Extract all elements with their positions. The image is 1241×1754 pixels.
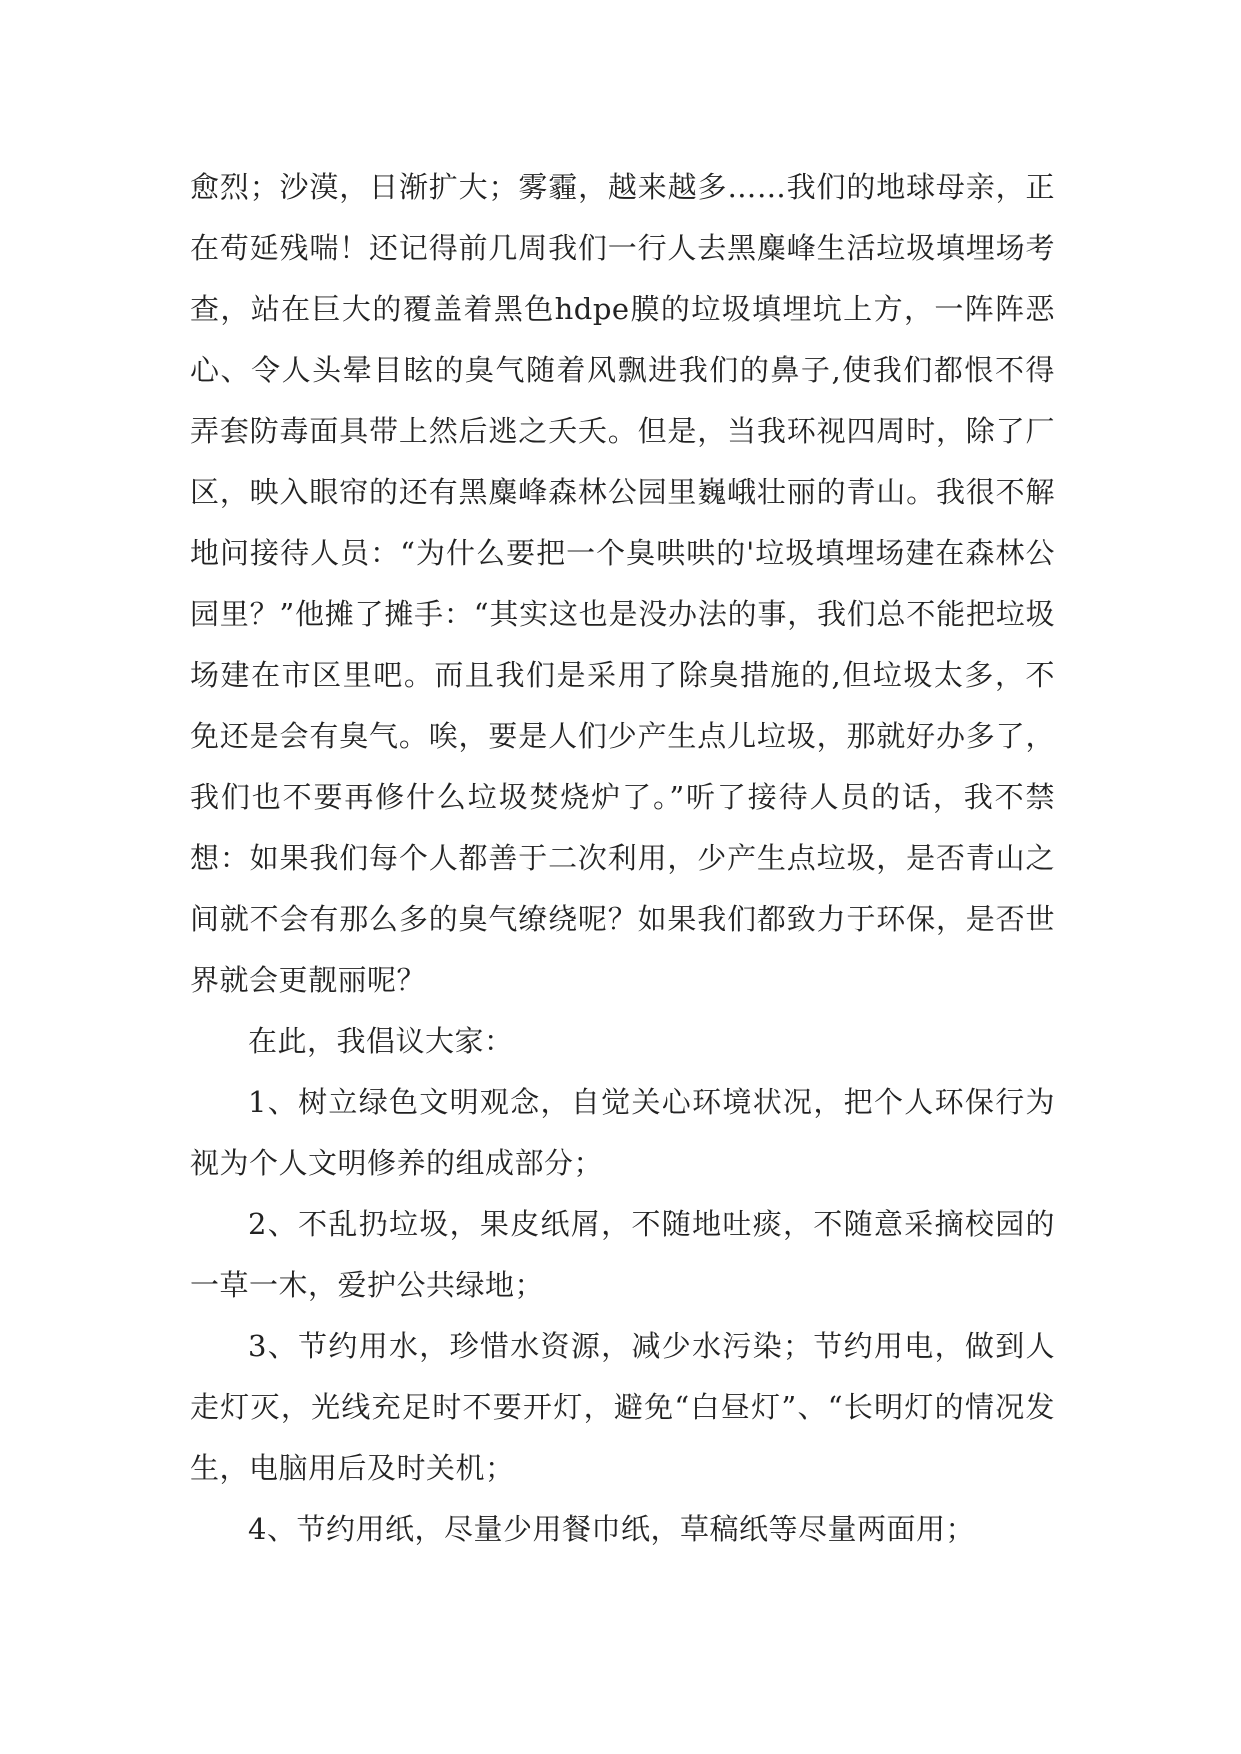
paragraph-proposal-1: 1、树立绿色文明观念，自觉关心环境状况，把个人环保行为视为个人文明修养的组成部分； <box>190 1085 1055 1180</box>
document-body <box>190 157 1055 1560</box>
paragraph-proposal-4: 4、节约用纸，尽量少用餐巾纸，草稿纸等尽量两面用； <box>248 1512 975 1546</box>
paragraph-proposal-3: 3、节约用水，珍惜水资源，减少水污染；节约用电，做到人走灯灭，光线充足时不要开灯，避免“白昼灯”、“长明灯的情况发生，电脑用后及时关机； <box>190 1329 1055 1485</box>
paragraph-proposal-intro: 在此，我倡议大家： <box>248 1024 514 1058</box>
paragraph-story: 愈烈；沙漠，日渐扩大；雾霾，越来越多……我们的地球母亲，正在苟延残喘！还记得前几周我们一行人去黑麋峰生活垃圾填埋场考查，站在巨大的覆盖着黑色hdpe膜的垃圾填埋坑上方，一阵阵恶心、令人头晕目眩的臭气随着风飘进我们的鼻子,使我们都恨不得弄套防毒面具带上然后逃之夭夭。但是，当我环视四周时，除了厂区，映入眼帘的还有黑麋峰森林公园里巍峨壮丽的青山。我很不解地问接待人员：“为什么要把一个臭哄哄的'垃圾填埋场建在森林公园里？”他摊了摊手：“其实这也是没办法的事，我们总不能把垃圾场建在市区里吧。而且我们是采用了除臭措施的,但垃圾太多，不免还是会有臭气。唉，要是人们少产生点儿垃圾，那就好办多了，我们也不要再修什么垃圾焚烧炉了。”听了接待人员的话，我不禁想：如果我们每个人都善于二次利用，少产生点垃圾，是否青山之间就不会有那么多的臭气缭绕呢？如果我们都致力于环保，是否世界就会更靓丽呢？ <box>190 170 1055 997</box>
paragraph-proposal-2: 2、不乱扔垃圾，果皮纸屑，不随地吐痰，不随意采摘校园的一草一木，爱护公共绿地； <box>190 1207 1055 1302</box>
